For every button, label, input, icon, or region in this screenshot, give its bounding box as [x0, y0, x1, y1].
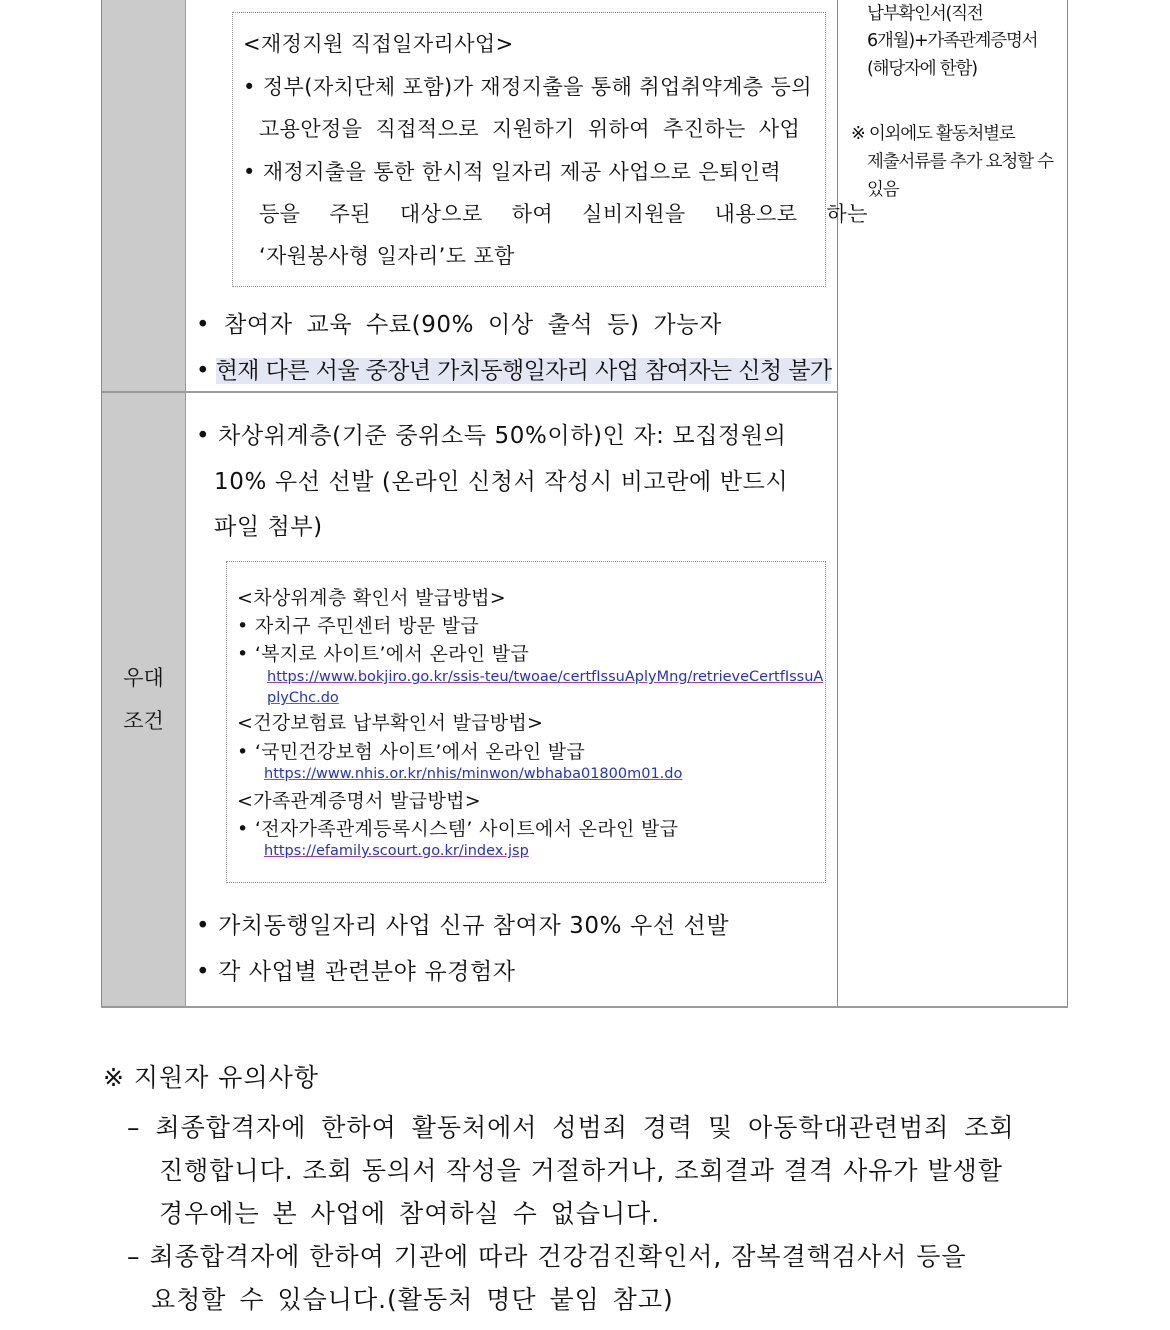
side-note-line-3: 있음 [867, 180, 899, 200]
funded-jobs-bullet-2-line-1: • 재정지출을 통한 한시적 일자리 제공 사업으로 은퇴인력 [243, 160, 782, 184]
row-divider [101, 391, 838, 393]
side-doc-line-2: 6개월)+가족관계증명서 [867, 31, 1038, 51]
side-note-line-1: ※ 이외에도 활동처별로 [851, 124, 1015, 144]
preference-bullet-near-poverty-line-2: 10% 우선 선발 (온라인 신청서 작성시 비고란에 반드시 [214, 469, 789, 495]
funded-jobs-bullet-2-line-2: 등을 주된 대상으로 하여 실비지원을 내용으로 하는 [259, 202, 868, 226]
side-note-line-2: 제출서류를 추가 요청할 수 [867, 152, 1053, 172]
preference-bullet-near-poverty-line-1: • 차상위계층(기준 중위소득 50%이하)인 자: 모집정원의 [196, 423, 787, 449]
side-doc-line-1: 납부확인서(직전 [867, 4, 983, 24]
table-label-column [101, 0, 186, 1007]
near-poverty-item-online: • ‘복지로 사이트’에서 온라인 발급 [237, 643, 530, 665]
funded-jobs-bullet-2-line-3: ‘자원봉사형 일자리’도 포함 [259, 244, 515, 268]
funded-jobs-title: <재정지원 직접일자리사업> [243, 32, 514, 56]
preference-bullet-new-participant: • 가치동행일자리 사업 신규 참여자 30% 우선 선발 [196, 913, 730, 939]
funded-jobs-bullet-1-line-2: 고용안정을 직접적으로 지원하기 위하여 추진하는 사업 [259, 117, 801, 141]
health-insurance-item-online: • ‘국민건강보험 사이트’에서 온라인 발급 [237, 741, 586, 763]
efamily-link[interactable]: https://efamily.scourt.go.kr/index.jsp [264, 843, 529, 859]
notice-item-2-line-1: – 최종합격자에 한하여 기관에 따라 건강검진확인서, 잠복결핵검사서 등을 [127, 1242, 967, 1271]
row-label-preference: 우대 조건 [123, 666, 164, 733]
family-relation-issuance-title: <가족관계증명서 발급방법> [237, 790, 481, 812]
near-poverty-issuance-title: <차상위계층 확인서 발급방법> [237, 587, 506, 609]
eligibility-bullet-training: • 참여자 교육 수료(90% 이상 출석 등) 가능자 [196, 312, 722, 338]
notice-item-2-line-2: 요청할 수 있습니다.(활동처 명단 붙임 참고) [151, 1285, 674, 1314]
notice-title: ※ 지원자 유의사항 [103, 1063, 319, 1092]
funded-jobs-bullet-1-line-1: • 정부(자치단체 포함)가 재정지출을 통해 취업취약계층 등의 [243, 75, 812, 99]
family-relation-item-online: • ‘전자가족관계등록시스템’ 사이트에서 온라인 발급 [237, 818, 679, 840]
table-bottom-border [101, 1006, 1068, 1008]
notice-item-1-line-3: 경우에는 본 사업에 참여하실 수 없습니다. [159, 1199, 661, 1228]
bokjiro-link-line-1[interactable]: https://www.bokjiro.go.kr/ssis-teu/twoae/certfIssuAplyMng/retrieveCertfIssuA [267, 669, 824, 685]
nhis-link[interactable]: https://www.nhis.or.kr/nhis/minwon/wbhaba01800m01.do [264, 766, 683, 782]
bokjiro-link-line-2[interactable]: plyChc.do [267, 690, 339, 706]
notice-item-1-line-2: 진행합니다. 조회 동의서 작성을 거절하거나, 조회결과 결격 사유가 발생할 [159, 1156, 1003, 1185]
health-insurance-issuance-title: <건강보험료 납부확인서 발급방법> [237, 712, 544, 734]
notice-item-1-line-1: – 최종합격자에 한하여 활동처에서 성범죄 경력 및 아동학대관련범죄 조회 [127, 1113, 1015, 1142]
eligibility-bullet-no-duplicate: • 현재 다른 서울 중장년 가치동행일자리 사업 참여자는 신청 불가 [196, 358, 832, 384]
preference-bullet-near-poverty-line-3: 파일 첨부) [214, 514, 323, 540]
near-poverty-item-visit: • 자치구 주민센터 방문 발급 [237, 615, 480, 637]
preference-bullet-experience: • 각 사업별 관련분야 유경험자 [196, 959, 516, 985]
highlighted-text: 현재 다른 서울 중장년 가치동행일자리 사업 참여자는 신청 불가 [215, 358, 832, 384]
side-doc-line-3: (해당자에 한함) [867, 59, 977, 79]
